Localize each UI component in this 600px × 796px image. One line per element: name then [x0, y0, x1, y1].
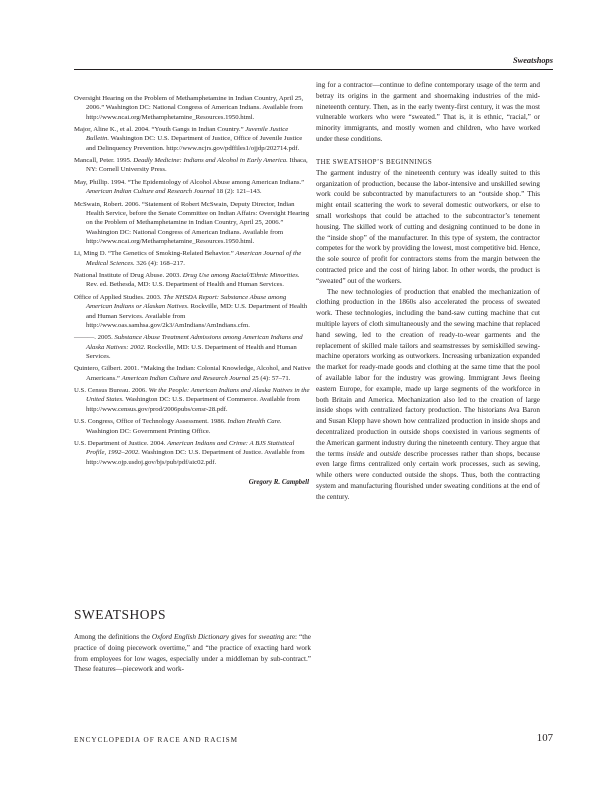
- text-run: Oversight Hearing on the Problem of Methamphetamine in Indian Country, April 25, 2006.” Washington DC: National Congress of American Indians. Available from http://www.ncai.org/Methamphetamine_Resources.1950.html.: [74, 95, 304, 121]
- italic-text-run: American Indians and Crime: A BJS Statistical Profile, 1992–2002.: [86, 440, 295, 457]
- italic-text-run: The NHSDA Report: Substance Abuse among American Indians or Alaskan Natives.: [86, 293, 287, 311]
- text-run: U.S. Congress, Office of Technology Assessment. 1986.: [74, 418, 228, 426]
- text-run: Rockville, MD: U.S. Department of Health and Human Services.: [86, 343, 297, 360]
- text-run: U.S. Census Bureau. 2006.: [74, 387, 149, 395]
- italic-text-run: outside: [380, 449, 401, 458]
- right-column: [316, 80, 540, 502]
- italic-text-run: Substance Abuse Treatment Admissions among American Indians and Alaska Natives: 2002.: [86, 334, 303, 351]
- reference-item: [74, 94, 311, 122]
- italic-text-run: American Indian Culture and Research Journal: [86, 188, 215, 196]
- text-run: Li, Ming D. “The Genetics of Smoking-Related Behavior.”: [74, 250, 236, 258]
- text-run: Quintero, Gilbert. 2001. “Making the Indian: Colonial Knowledge, Alcohol, and Native Americans.”: [74, 365, 311, 382]
- text-run: gives for: [229, 633, 259, 641]
- text-run: 25 (4): 57–71.: [250, 374, 291, 382]
- italic-text-run: American Journal of the Medical Sciences.: [86, 250, 302, 267]
- text-run: May, Phillip. 1994. “The Epidemiology of Alcohol Abuse among American Indians.”: [74, 178, 305, 186]
- italic-text-run: Indian Health Care.: [227, 418, 282, 426]
- italic-text-run: Drug Use among Racial/Ethnic Minorities.: [182, 272, 300, 280]
- left-column: [74, 94, 311, 486]
- reference-item: [74, 271, 311, 290]
- text-run: Rev. ed. Bethesda, MD: U.S. Department of Health and Human Services.: [86, 281, 284, 289]
- reference-item: [74, 417, 311, 436]
- reference-item: [74, 156, 311, 175]
- text-run: Washington DC: U.S. Department of Commerce. Available from http://www.census.gov/prod/2006pubs/censr-28.pdf.: [86, 396, 300, 413]
- reference-item: [74, 293, 311, 330]
- reference-item: [74, 386, 311, 414]
- intro-continued-paragraph: ing for a contractor—continue to define contemporary usage of the term and betray its origins in the garment and shoemaking industries of the mid-nineteenth century. Then, as in the early twenty-first century, it was the most vulnerable workers who were “sweated.” That is, it is ethnic, “racial,” or minority immigrants, and mostly women and children, who have worked under these conditions.: [316, 81, 540, 143]
- text-run: describe processes rather than shops, because even large firms centralized only certain work processes, such as sewing, while others were conducted outside the shops. Thus, both the contracting system and manufacturing flourished under sweating conditions at the end of the century.: [316, 449, 540, 501]
- reference-item: [74, 439, 311, 467]
- italic-text-run: Juvenile Justice Bulletin.: [86, 126, 289, 143]
- section-heading: THE SWEATSHOP’S BEGINNINGS: [316, 158, 433, 166]
- text-run: 18 (2): 121–143.: [214, 188, 262, 196]
- italic-text-run: American Indian Culture and Research Journal: [121, 374, 251, 382]
- italic-text-run: Oxford English Dictionary: [151, 633, 230, 641]
- reference-item: [74, 200, 311, 246]
- text-run: National Institute of Drug Abuse. 2003.: [74, 272, 183, 280]
- text-run: ———. 2005.: [74, 334, 115, 342]
- text-run: Among the definitions the: [74, 633, 152, 641]
- italic-text-run: sweating: [258, 633, 285, 641]
- italic-text-run: Deadly Medicine: Indians and Alcohol in Early America.: [133, 157, 288, 165]
- entry-title: SWEATSHOPS: [74, 607, 167, 622]
- text-run: Major, Aline K., et al. 2004. “Youth Gangs in Indian Country.”: [74, 126, 246, 134]
- italic-text-run: We the People: American Indians and Alaska Natives in the United States.: [86, 387, 310, 404]
- reference-list: [74, 94, 311, 467]
- text-run: Washington DC: U.S. Department of Justice, Office of Juvenile Justice and Delinquency Prevention. http://www.ncjrs.gov/pdffiles1/ojjdp/202714.pdf.: [86, 135, 303, 152]
- text-run: Rockville, MD: U.S. Department of Health and Human Services. Available from http://www.oas.samhsa.gov/2k3/AmIndians/AmIndians.cfm.: [86, 303, 308, 329]
- reference-item: [74, 364, 311, 383]
- page-number: 107: [536, 732, 553, 744]
- text-run: and: [363, 449, 381, 458]
- body-paragraph-2: [316, 287, 540, 503]
- reference-item: [74, 333, 311, 361]
- text-run: McSwain, Robert. 2006. “Statement of Robert McSwain, Deputy Director, Indian Health Service, before the Senate Committee on Indian Affairs: Oversight Hearing on the Problem of Methamphetamine in Indian Country, April 25, 2006.” Washington DC: National Congress of American Indians. Available from http://www.ncai.org/Methamphetamine_Resources.1950.html.: [74, 200, 310, 245]
- reference-item: [74, 249, 311, 268]
- article-author: Gregory R. Campbell: [248, 478, 309, 486]
- entry-intro-paragraph: [74, 632, 311, 675]
- text-run: U.S. Department of Justice. 2004.: [74, 440, 168, 448]
- text-run: are: “the practice of doing piecework overtime,” and “the practice of exacting hard work from employees for low wages, especially under a middleman by sub-contract.” These features—piecework and work-: [74, 633, 312, 674]
- text-run: Washington DC: U.S. Department of Justice. Available from http://www.ojp.usdoj.gov/bjs/pub/pdf/aic02.pdf.: [86, 449, 305, 466]
- reference-item: [74, 125, 311, 153]
- body-paragraph-1: The garment industry of the nineteenth century was ideally suited to this organization of production, because the labor-intensive and unskilled sewing work could be subcontracted by manufacturers to an “outside shop.” This might entail scattering the work to several domestic outworkers, or else to small workshops that could be attached to the subcontractor’s tenement housing. The skilled work of cutting and designing continued to be done in the “inside shop” of the manufacturer. In this type of system, the contractor competes for the work by providing the lowest, most competitive bid. Hence, the sole source of profit for contractors stems from the margin between the contracted price and the cost of hiring labor. In other words, the product is “sweated” out of the workers.: [316, 168, 540, 285]
- reference-item: [74, 178, 311, 197]
- text-run: The new technologies of production that enabled the mechanization of clothing production in the 1860s also accelerated the process of sweated work. These technologies, including the band-saw cutting machine that cut multiple layers of cloth simultaneously and the sewing machine that replaced hand sewing, led to the creation of ready-to-wear garments and the replacement of skilled male tailors and seamstresses by semiskilled sewing-machine operators working as outworkers. Increasing urbanization expanded the market for ready-made goods and clothing at the same time that the pool of available labor for the industry was growing. Immigrant Jews fleeing eastern Europe, for example, made up large segments of the workforce in both Britain and America. Mechanization also led to the creation of large inside shops with centralized factory production. The historians Ava Baron and Susan Klepp have shown how centralized production in inside shops and decentralized production in outside shops coexisted in various segments of the American garment industry during the nineteenth century. They argue that the terms: [316, 287, 540, 458]
- text-run: Mancall, Peter. 1995.: [74, 157, 134, 165]
- text-run: Washington DC: Government Printing Office.: [86, 427, 211, 435]
- italic-text-run: inside: [346, 449, 364, 458]
- running-head: Sweatshops: [512, 56, 553, 65]
- header-rule: [74, 69, 553, 70]
- text-run: Ithaca, NY: Cornell University Press.: [86, 157, 308, 174]
- text-run: Office of Applied Studies. 2003.: [74, 293, 164, 301]
- text-run: 326 (4): 168–217.: [134, 259, 185, 267]
- footer-encyclopedia-title: ENCYCLOPEDIA OF RACE AND RACISM: [74, 736, 238, 744]
